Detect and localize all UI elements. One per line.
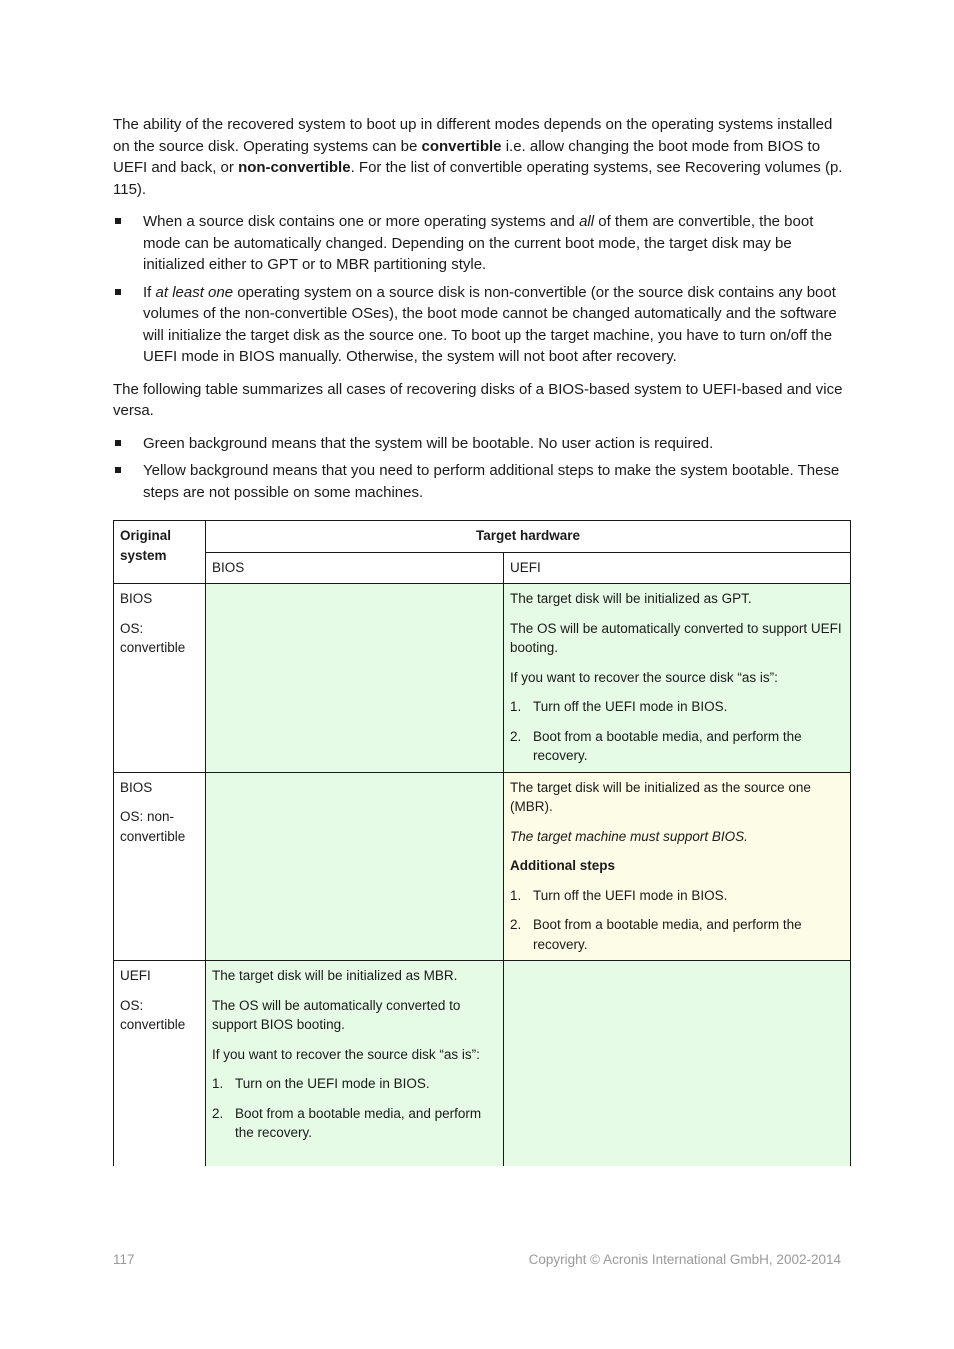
cell-bios-to-bios (206, 584, 504, 773)
page-body (113, 114, 843, 514)
header-original-system: Original system (114, 521, 206, 584)
bullet-square-icon (115, 467, 121, 473)
term-convertible: convertible (421, 137, 502, 155)
table-intro-paragraph: The following table summarizes all cases of recovering disks of a BIOS-based system to UEFI-based and vice versa. (113, 380, 843, 419)
row-label-uefi-convertible: UEFI OS: convertible (114, 961, 206, 1166)
bullet-square-icon (115, 289, 121, 295)
list-item: Green background means that the system will be bootable. No user action is required. (113, 433, 843, 455)
list-item: 2. Boot from a bootable media, and perform the recovery. (212, 1105, 482, 1140)
copyright-notice: Copyright © Acronis International GmbH, 2002-2014 (528, 1252, 841, 1267)
legend-bullet-list (113, 433, 843, 504)
list-item: 1. Turn off the UEFI mode in BIOS. (510, 887, 728, 903)
cell-bios-non-convertible-to-uefi: The target disk will be initialized as the source one (MBR). The target machine must support BIOS. Additional steps 1. Turn off the UEFI mode in BIOS. 2. Boot from a bootable media, and perform the recovery. (504, 772, 851, 961)
table-row (114, 772, 851, 961)
page-number: 117 (113, 1252, 135, 1267)
row-label-bios-convertible: BIOS OS: convertible (114, 584, 206, 773)
list-item: 2. Boot from a bootable media, and perform the recovery. (510, 917, 802, 952)
list-item: When a source disk contains one or more operating systems and all of them are convertible, the boot mode can be automatically changed. Depending on the current boot mode, the target disk may be initialized either to GPT or to MBR partitioning style. (113, 211, 843, 276)
boot-mode-table (113, 520, 851, 1166)
bullet-square-icon (115, 218, 121, 224)
term-non-convertible: non-convertible (238, 159, 351, 176)
column-header-bios: BIOS (206, 552, 504, 584)
table-row (114, 584, 851, 773)
intro-paragraph: The ability of the recovered system to boot up in different modes depends on the operating systems installed on the source disk. Operating systems can be convertible i.e. allow changing the boot mode from BIOS to UEFI and back, or non-convertible. For the list of convertible operating systems, see Recovering volumes (p. 115). (113, 116, 843, 198)
bullet-square-icon (115, 440, 121, 446)
list-item: 1. Turn on the UEFI mode in BIOS. (212, 1076, 430, 1091)
cell-uefi-convertible-to-bios: The target disk will be initialized as MBR. The OS will be automatically converted to support BIOS booting. If you want to recover the source disk “as is”: 1. Turn on the UEFI mode in BIOS. 2. Boot from a bootable media, and perform the recovery. (206, 961, 504, 1166)
additional-steps-heading: Additional steps (510, 858, 616, 873)
list-item: If at least one operating system on a source disk is non-convertible (or the source disk contains any boot volumes of the non-convertible OSes), the boot mode cannot be changed automatically and the software will initialize the target disk as the source one. To boot up the target machine, you have to turn on/off the UEFI mode in BIOS manually. Otherwise, the system will not boot after recovery. (113, 282, 843, 368)
list-item: 1. Turn off the UEFI mode in BIOS. (510, 699, 728, 714)
list-item: Yellow background means that you need to perform additional steps to make the system bootable. These steps are not possible on some machines. (113, 460, 843, 503)
table-row (114, 521, 851, 553)
table-row (114, 961, 851, 1166)
list-item: 2. Boot from a bootable media, and perform the recovery. (510, 728, 802, 763)
cell-uefi-to-uefi (504, 961, 851, 1166)
convertibility-bullet-list (113, 211, 843, 368)
cell-bios-to-bios-non-convertible (206, 772, 504, 961)
column-header-uefi: UEFI (504, 552, 851, 584)
table-row (114, 552, 851, 584)
row-label-bios-non-convertible: BIOS OS: non-convertible (114, 772, 206, 961)
header-target-hardware: Target hardware (206, 521, 851, 553)
cell-bios-convertible-to-uefi: The target disk will be initialized as GPT. The OS will be automatically converted to support UEFI booting. If you want to recover the source disk “as is”: 1. Turn off the UEFI mode in BIOS. 2. Boot from a bootable media, and perform the recovery. (504, 584, 851, 773)
